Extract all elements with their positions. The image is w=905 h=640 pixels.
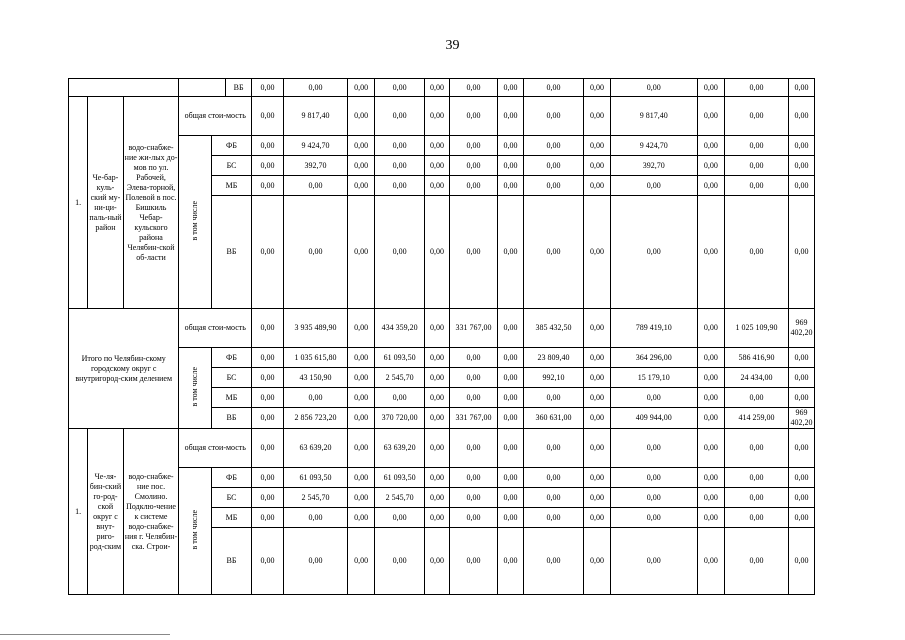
value-cell: 0,00 <box>252 508 283 528</box>
in-that-number-label: в том числе <box>190 509 200 550</box>
value-cell: 0,00 <box>252 429 283 468</box>
value-cell: 0,00 <box>348 528 374 595</box>
value-cell: 370 720,00 <box>374 408 425 429</box>
value-cell: 0,00 <box>697 508 724 528</box>
value-cell: 0,00 <box>498 79 523 97</box>
value-cell: 0,00 <box>523 528 584 595</box>
value-cell: 0,00 <box>252 388 283 408</box>
value-cell: 0,00 <box>788 196 814 309</box>
total-title: Итого по Челябин-скому городскому округ с внутригород-ским делением <box>69 309 179 429</box>
value-cell: 0,00 <box>374 97 425 136</box>
value-cell: 0,00 <box>283 176 348 196</box>
value-cell: 0,00 <box>498 528 523 595</box>
value-cell: 0,00 <box>348 408 374 429</box>
value-cell: 0,00 <box>610 429 697 468</box>
value-cell: 969 402,20 <box>788 309 814 348</box>
municipality-name: Че-ля-бин-ский го-род-ской округ с внут-риго-род-ским <box>88 429 123 595</box>
value-cell: 0,00 <box>348 368 374 388</box>
value-cell: 2 545,70 <box>283 488 348 508</box>
value-cell: 0,00 <box>283 79 348 97</box>
value-cell: 61 093,50 <box>374 348 425 368</box>
value-cell: 0,00 <box>725 508 789 528</box>
value-cell: 0,00 <box>788 97 814 136</box>
value-cell: 0,00 <box>252 488 283 508</box>
value-cell: 0,00 <box>788 79 814 97</box>
value-cell: 2 856 723,20 <box>283 408 348 429</box>
value-cell: 0,00 <box>374 176 425 196</box>
value-cell: 0,00 <box>425 136 449 156</box>
value-cell: 0,00 <box>425 196 449 309</box>
value-cell: 0,00 <box>523 468 584 488</box>
value-cell: 0,00 <box>725 79 789 97</box>
value-cell: 0,00 <box>283 528 348 595</box>
value-cell: 0,00 <box>584 309 610 348</box>
value-cell: 0,00 <box>788 468 814 488</box>
total-cost-label: общая стои-мость <box>179 309 252 348</box>
value-cell: 0,00 <box>498 156 523 176</box>
value-cell: 0,00 <box>725 468 789 488</box>
value-cell: 0,00 <box>788 156 814 176</box>
value-cell: 0,00 <box>252 97 283 136</box>
table-row <box>69 136 868 156</box>
value-cell: 0,00 <box>788 429 814 468</box>
budget-table <box>68 78 868 595</box>
value-cell: 0,00 <box>584 176 610 196</box>
value-cell: 0,00 <box>725 388 789 408</box>
value-cell: 0,00 <box>374 136 425 156</box>
value-cell: 0,00 <box>523 429 584 468</box>
value-cell: 0,00 <box>425 156 449 176</box>
value-cell: 0,00 <box>788 488 814 508</box>
in-that-number-cell <box>179 136 211 309</box>
value-cell: 3 935 489,90 <box>283 309 348 348</box>
value-cell: 0,00 <box>725 97 789 136</box>
value-cell: 0,00 <box>348 79 374 97</box>
value-cell: 0,00 <box>449 368 498 388</box>
value-cell: 0,00 <box>697 488 724 508</box>
value-cell: 0,00 <box>725 528 789 595</box>
value-cell: 0,00 <box>449 468 498 488</box>
value-cell: 0,00 <box>584 79 610 97</box>
value-cell: 0,00 <box>697 136 724 156</box>
value-cell: 0,00 <box>697 156 724 176</box>
value-cell: 0,00 <box>252 408 283 429</box>
value-cell: 0,00 <box>374 508 425 528</box>
value-cell: 0,00 <box>523 488 584 508</box>
value-cell: 0,00 <box>584 196 610 309</box>
row-number: 1. <box>69 429 88 595</box>
source-label-bs: БС <box>211 488 252 508</box>
value-cell: 0,00 <box>348 348 374 368</box>
value-cell: 0,00 <box>725 429 789 468</box>
value-cell: 0,00 <box>788 136 814 156</box>
value-cell: 0,00 <box>584 136 610 156</box>
value-cell: 331 767,00 <box>449 408 498 429</box>
value-cell: 364 296,00 <box>610 348 697 368</box>
value-cell: 0,00 <box>788 348 814 368</box>
value-cell: 0,00 <box>498 136 523 156</box>
value-cell: 969 402,20 <box>788 408 814 429</box>
value-cell: 0,00 <box>697 429 724 468</box>
value-cell: 0,00 <box>697 309 724 348</box>
value-cell: 0,00 <box>697 97 724 136</box>
value-cell: 0,00 <box>697 528 724 595</box>
value-cell: 0,00 <box>610 79 697 97</box>
value-cell: 1 025 109,90 <box>725 309 789 348</box>
value-cell: 0,00 <box>252 196 283 309</box>
table-row <box>69 348 868 368</box>
value-cell: 0,00 <box>425 429 449 468</box>
source-label-vb: ВБ <box>225 79 251 97</box>
value-cell: 0,00 <box>498 176 523 196</box>
value-cell: 0,00 <box>584 388 610 408</box>
value-cell: 0,00 <box>725 176 789 196</box>
value-cell: 0,00 <box>252 348 283 368</box>
value-cell: 0,00 <box>523 156 584 176</box>
value-cell: 0,00 <box>523 388 584 408</box>
value-cell: 0,00 <box>697 368 724 388</box>
value-cell: 0,00 <box>610 528 697 595</box>
value-cell: 0,00 <box>725 136 789 156</box>
value-cell: 0,00 <box>523 196 584 309</box>
empty-cell <box>69 79 179 97</box>
value-cell: 0,00 <box>252 156 283 176</box>
value-cell: 0,00 <box>348 156 374 176</box>
value-cell: 0,00 <box>425 408 449 429</box>
source-label-vb: ВБ <box>211 528 252 595</box>
value-cell: 0,00 <box>348 429 374 468</box>
value-cell: 0,00 <box>697 176 724 196</box>
value-cell: 0,00 <box>449 196 498 309</box>
value-cell: 0,00 <box>498 488 523 508</box>
value-cell: 0,00 <box>584 508 610 528</box>
value-cell: 0,00 <box>725 488 789 508</box>
value-cell: 0,00 <box>252 368 283 388</box>
value-cell: 0,00 <box>374 388 425 408</box>
value-cell: 63 639,20 <box>374 429 425 468</box>
value-cell: 0,00 <box>697 388 724 408</box>
value-cell: 0,00 <box>449 97 498 136</box>
value-cell: 0,00 <box>449 156 498 176</box>
value-cell: 0,00 <box>523 176 584 196</box>
value-cell: 0,00 <box>348 97 374 136</box>
page-number: 39 <box>445 38 460 53</box>
value-cell: 992,10 <box>523 368 584 388</box>
in-that-number-label: в том числе <box>190 366 200 407</box>
value-cell: 61 093,50 <box>283 468 348 488</box>
value-cell: 0,00 <box>788 508 814 528</box>
source-label-fb: ФБ <box>211 468 252 488</box>
source-label-bs: БС <box>211 368 252 388</box>
total-cost-label: общая стои-мость <box>179 429 252 468</box>
value-cell: 0,00 <box>449 508 498 528</box>
value-cell: 0,00 <box>348 309 374 348</box>
value-cell: 0,00 <box>283 196 348 309</box>
value-cell: 2 545,70 <box>374 488 425 508</box>
value-cell: 0,00 <box>425 388 449 408</box>
value-cell: 434 359,20 <box>374 309 425 348</box>
in-that-number-label: в том числе <box>190 200 200 241</box>
value-cell: 0,00 <box>498 348 523 368</box>
value-cell: 789 419,10 <box>610 309 697 348</box>
value-cell: 15 179,10 <box>610 368 697 388</box>
value-cell: 409 944,00 <box>610 408 697 429</box>
value-cell: 0,00 <box>348 196 374 309</box>
value-cell: 0,00 <box>584 528 610 595</box>
value-cell: 0,00 <box>788 388 814 408</box>
value-cell: 0,00 <box>425 97 449 136</box>
value-cell: 0,00 <box>252 468 283 488</box>
value-cell: 0,00 <box>252 176 283 196</box>
value-cell: 23 809,40 <box>523 348 584 368</box>
source-label-fb: ФБ <box>211 348 252 368</box>
page-bottom-edge <box>0 628 905 640</box>
value-cell: 9 424,70 <box>610 136 697 156</box>
value-cell: 0,00 <box>584 429 610 468</box>
value-cell: 0,00 <box>252 309 283 348</box>
value-cell: 9 817,40 <box>283 97 348 136</box>
source-label-mb: МБ <box>211 176 252 196</box>
value-cell: 0,00 <box>584 348 610 368</box>
value-cell: 0,00 <box>584 468 610 488</box>
value-cell: 43 150,90 <box>283 368 348 388</box>
value-cell: 0,00 <box>348 136 374 156</box>
value-cell: 0,00 <box>725 196 789 309</box>
value-cell: 0,00 <box>283 388 348 408</box>
value-cell: 0,00 <box>425 176 449 196</box>
value-cell: 0,00 <box>252 79 283 97</box>
value-cell: 0,00 <box>449 79 498 97</box>
value-cell: 0,00 <box>697 468 724 488</box>
value-cell: 0,00 <box>374 156 425 176</box>
value-cell: 0,00 <box>697 408 724 429</box>
value-cell: 0,00 <box>584 156 610 176</box>
source-label-vb: ВБ <box>211 408 252 429</box>
object-name: водо-снабже-ние пос. Смолино. Подклю-чение к системе водо-снабже-ния г. Челябин-ска. Строи- <box>123 429 179 595</box>
value-cell: 0,00 <box>610 508 697 528</box>
value-cell: 0,00 <box>610 176 697 196</box>
value-cell: 0,00 <box>348 388 374 408</box>
value-cell: 0,00 <box>523 79 584 97</box>
value-cell: 0,00 <box>498 368 523 388</box>
empty-cell <box>179 79 226 97</box>
source-label-fb: ФБ <box>211 136 252 156</box>
value-cell: 0,00 <box>584 408 610 429</box>
value-cell: 2 545,70 <box>374 368 425 388</box>
value-cell: 0,00 <box>449 488 498 508</box>
value-cell: 0,00 <box>788 528 814 595</box>
table-row <box>69 429 868 468</box>
value-cell: 414 259,00 <box>725 408 789 429</box>
value-cell: 0,00 <box>425 309 449 348</box>
value-cell: 0,00 <box>523 97 584 136</box>
value-cell: 1 035 615,80 <box>283 348 348 368</box>
value-cell: 0,00 <box>425 79 449 97</box>
value-cell: 0,00 <box>610 468 697 488</box>
value-cell: 0,00 <box>449 176 498 196</box>
value-cell: 586 416,90 <box>725 348 789 368</box>
source-label-bs: БС <box>211 156 252 176</box>
value-cell: 0,00 <box>374 528 425 595</box>
value-cell: 392,70 <box>283 156 348 176</box>
value-cell: 0,00 <box>498 196 523 309</box>
value-cell: 0,00 <box>788 368 814 388</box>
value-cell: 0,00 <box>425 368 449 388</box>
value-cell: 0,00 <box>252 528 283 595</box>
value-cell: 0,00 <box>252 136 283 156</box>
table-row <box>69 97 868 136</box>
value-cell: 0,00 <box>610 196 697 309</box>
value-cell: 9 817,40 <box>610 97 697 136</box>
value-cell: 0,00 <box>449 348 498 368</box>
table-row <box>69 309 868 348</box>
value-cell: 0,00 <box>425 508 449 528</box>
value-cell: 9 424,70 <box>283 136 348 156</box>
value-cell: 0,00 <box>425 348 449 368</box>
municipality-name: Че-бар-куль-ский му-ни-ци-паль-ный район <box>88 97 123 309</box>
value-cell: 0,00 <box>374 79 425 97</box>
object-name: водо-снабже-ние жи-лых до-мов по ул. Рабочей, Элева-торной, Полевой в пос. Бишкиль Чебар-кульского района Челябин-ской об-ласти <box>123 97 179 309</box>
value-cell: 0,00 <box>498 97 523 136</box>
in-that-number-cell <box>179 348 211 429</box>
source-label-mb: МБ <box>211 388 252 408</box>
value-cell: 0,00 <box>348 488 374 508</box>
value-cell: 0,00 <box>449 388 498 408</box>
value-cell: 392,70 <box>610 156 697 176</box>
value-cell: 63 639,20 <box>283 429 348 468</box>
value-cell: 0,00 <box>283 508 348 528</box>
value-cell: 0,00 <box>498 468 523 488</box>
value-cell: 331 767,00 <box>449 309 498 348</box>
total-cost-label: общая стои-мость <box>179 97 252 136</box>
value-cell: 0,00 <box>348 508 374 528</box>
value-cell: 360 631,00 <box>523 408 584 429</box>
value-cell: 0,00 <box>449 429 498 468</box>
value-cell: 385 432,50 <box>523 309 584 348</box>
value-cell: 61 093,50 <box>374 468 425 488</box>
value-cell: 0,00 <box>449 136 498 156</box>
value-cell: 0,00 <box>425 528 449 595</box>
value-cell: 0,00 <box>584 97 610 136</box>
value-cell: 0,00 <box>348 176 374 196</box>
value-cell: 0,00 <box>697 79 724 97</box>
value-cell: 0,00 <box>348 468 374 488</box>
value-cell: 0,00 <box>498 309 523 348</box>
in-that-number-cell <box>179 468 211 595</box>
value-cell: 0,00 <box>449 528 498 595</box>
value-cell: 0,00 <box>584 488 610 508</box>
value-cell: 0,00 <box>425 468 449 488</box>
value-cell: 0,00 <box>374 196 425 309</box>
source-label-mb: МБ <box>211 508 252 528</box>
value-cell: 0,00 <box>523 136 584 156</box>
value-cell: 0,00 <box>697 196 724 309</box>
value-cell: 0,00 <box>498 408 523 429</box>
value-cell: 0,00 <box>498 429 523 468</box>
value-cell: 0,00 <box>788 176 814 196</box>
value-cell: 0,00 <box>498 388 523 408</box>
value-cell: 0,00 <box>610 388 697 408</box>
table-row <box>69 468 868 488</box>
value-cell: 0,00 <box>498 508 523 528</box>
source-label-vb: ВБ <box>211 196 252 309</box>
value-cell: 0,00 <box>610 488 697 508</box>
value-cell: 0,00 <box>697 348 724 368</box>
value-cell: 0,00 <box>725 156 789 176</box>
value-cell: 0,00 <box>584 368 610 388</box>
row-number: 1. <box>69 97 88 309</box>
table-row <box>69 79 868 97</box>
value-cell: 0,00 <box>523 508 584 528</box>
value-cell: 0,00 <box>425 488 449 508</box>
value-cell: 24 434,00 <box>725 368 789 388</box>
